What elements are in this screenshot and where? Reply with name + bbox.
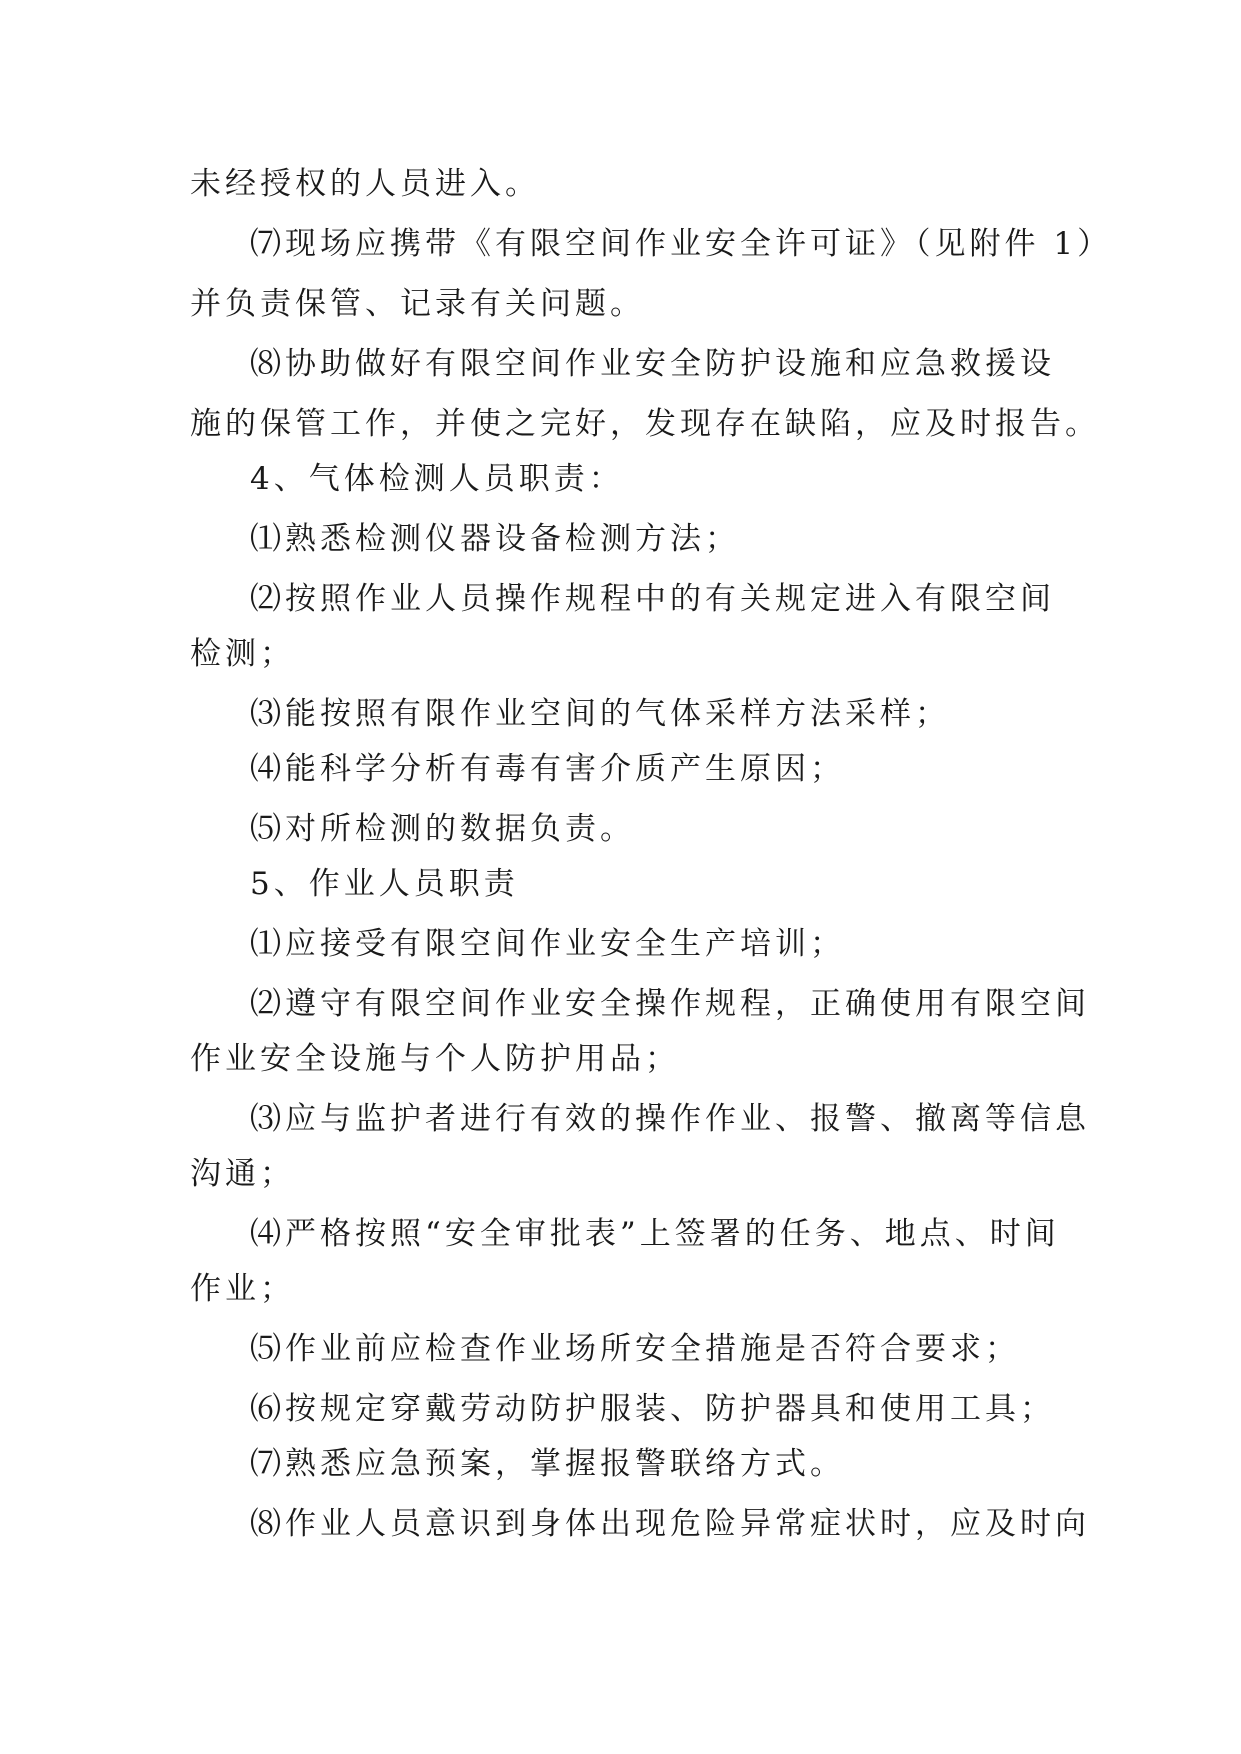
text-line: ⑶应与监护者进行有效的操作作业、报警、撤离等信息 bbox=[250, 1101, 1090, 1137]
text-line: ⑵遵守有限空间作业安全操作规程，正确使用有限空间 bbox=[250, 986, 1090, 1022]
section-heading: 4、气体检测人员职责： bbox=[250, 461, 624, 497]
text-line: 沟通； bbox=[190, 1156, 295, 1192]
text-line: 检测； bbox=[190, 636, 295, 672]
text-line: ⑶能按照有限作业空间的气体采样方法采样； bbox=[250, 696, 950, 732]
text-line: ⑵按照作业人员操作规程中的有关规定进入有限空间 bbox=[250, 581, 1055, 617]
text-line: 并负责保管、记录有关问题。 bbox=[190, 286, 645, 322]
text-line: ⑸对所检测的数据负责。 bbox=[250, 811, 635, 847]
text-line: 作业； bbox=[190, 1271, 295, 1307]
text-line: ⑷能科学分析有毒有害介质产生原因； bbox=[250, 751, 845, 787]
text-line: ⑻协助做好有限空间作业安全防护设施和应急救援设 bbox=[250, 346, 1055, 382]
text-line: ⑸作业前应检查作业场所安全措施是否符合要求； bbox=[250, 1331, 1020, 1367]
text-line: ⑻作业人员意识到身体出现危险异常症状时，应及时向 bbox=[250, 1506, 1090, 1542]
text-line: 未经授权的人员进入。 bbox=[190, 166, 540, 202]
text-line: ⑺熟悉应急预案，掌握报警联络方式。 bbox=[250, 1446, 845, 1482]
text-line: ⑴熟悉检测仪器设备检测方法； bbox=[250, 521, 740, 557]
text-line: ⑷严格按照“安全审批表”上签署的任务、地点、时间 bbox=[250, 1216, 1060, 1252]
text-line: ⑴应接受有限空间作业安全生产培训； bbox=[250, 926, 845, 962]
text-line: 施的保管工作，并使之完好，发现存在缺陷，应及时报告。 bbox=[190, 406, 1100, 442]
text-line: ⑹按规定穿戴劳动防护服装、防护器具和使用工具； bbox=[250, 1391, 1055, 1427]
text-line: 作业安全设施与个人防护用品； bbox=[190, 1041, 680, 1077]
section-heading: 5、作业人员职责 bbox=[250, 866, 519, 902]
text-line: ⑺现场应携带《有限空间作业安全许可证》（见附件 1） bbox=[250, 226, 1113, 262]
